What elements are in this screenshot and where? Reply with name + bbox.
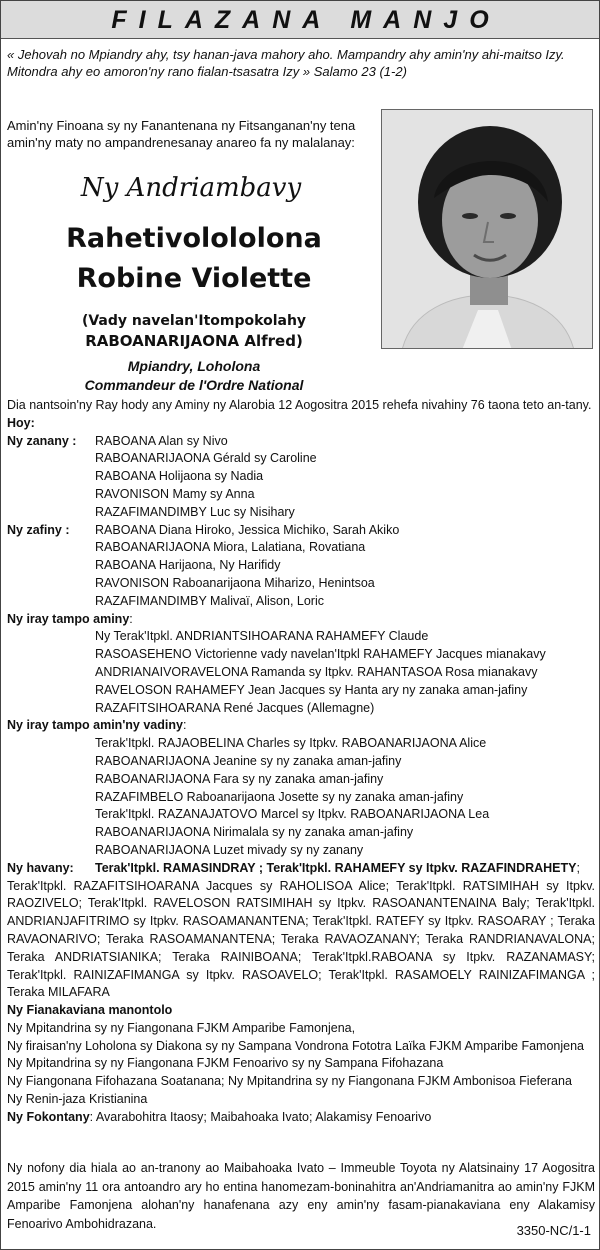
- siblings-item: Ny Terak'Itpkl. ANDRIANTSIHOARANA RAHAMEFY Claude: [95, 629, 429, 644]
- grandchildren-item: RABOANA Harijaona, Ny Harifidy: [95, 558, 281, 573]
- spouse-siblings-heading: [7, 717, 595, 735]
- deceased-name-line1: Rahetivolololona: [66, 223, 322, 254]
- relatives-section: [7, 860, 595, 1002]
- role-line2: Commandeur de l'Ordre National: [84, 377, 304, 393]
- honorific: Ny Andriambavy: [80, 173, 302, 203]
- hoy-label: Hoy:: [7, 415, 35, 430]
- children-item: RAVONISON Mamy sy Anna: [95, 486, 255, 501]
- siblings-heading: [7, 611, 595, 629]
- spouse-siblings-item: RABOANARIJAONA Fara sy ny zanaka aman-jafiny: [95, 771, 384, 786]
- relatives-line: Terak'Itpkl. RAINIZAFIMANGA sy Itpkv. RASOAVELO; Terak'Itpkl. RASAMOELY RAINIZAFIMANGA ;: [7, 967, 595, 982]
- spouse-siblings-label-suffix: :: [182, 718, 187, 733]
- siblings-item: RAZAFITSIHOARANA René Jacques (Allemagne): [95, 700, 375, 715]
- masthead: [1, 1, 599, 39]
- masthead-title: FILAZANA MANJO: [111, 6, 501, 34]
- notice-body: [7, 397, 595, 1127]
- list-item: [7, 433, 595, 451]
- fokontany-text: : Avarabohitra Itaosy; Maibahoaka Ivato; Alakamisy Fenoarivo: [89, 1109, 432, 1124]
- siblings-item: RAVELOSON RAHAMEFY Jean Jacques sy Hanta ary ny zanaka aman-jafiny: [95, 682, 528, 697]
- grandchildren-item: RABOANA Diana Hiroko, Jessica Michiko, Sarah Akiko: [95, 522, 400, 537]
- children-item: RABOANA Holijaona sy Nadia: [95, 469, 264, 484]
- list-item: [7, 522, 595, 540]
- spouse-line2: RABOANARIJAONA Alfred): [85, 332, 303, 350]
- grandchildren-item: RABOANARIJAONA Miora, Lalatiana, Rovatiana: [95, 540, 366, 555]
- relatives-line: Teraka ANDRIATSIANIKA; Teraka RAINIBOANA; Terak'Itpkl.RABOANA sy Itpkv. RAZANAMASY;: [7, 949, 595, 964]
- portrait-image-icon: [382, 110, 593, 349]
- friends-item: Ny Mpitandrina sy ny Fiangonana FJKM Amparibe Famonjena,: [7, 1020, 356, 1035]
- grandchildren-label: Ny zafiny :: [7, 522, 70, 537]
- relatives-line: RAVAONARIVO; Teraka RASOAMANANTENA; Teraka RAVAOZANANY; Teraka RANDRIANAVALONA;: [7, 931, 595, 946]
- spouse-siblings-item: RAZAFIMBELO Raboanarijaona Josette sy ny zanaka aman-jafiny: [95, 789, 464, 804]
- children-label: Ny zanany :: [7, 433, 77, 448]
- siblings-item: RASOASEHENO Victorienne vady navelan'Itpkl RAHAMEFY Jacques mianakavy: [95, 647, 546, 662]
- friends-item: Ny firaisan'ny Loholona sy Diakona sy ny Sampana Vondrona Fototra Laïka FJKM Amparibe Famonjena: [7, 1038, 585, 1053]
- siblings-label-suffix: :: [129, 611, 133, 626]
- children-section: [7, 433, 595, 522]
- spouse-siblings-item: RABOANARIJAONA Nirimalala sy ny zanaka aman-jafiny: [95, 825, 414, 840]
- spouse-siblings-label: Ny iray tampo amin'ny vadiny: [7, 718, 183, 733]
- siblings-item: ANDRIANAIVORAVELONA Ramanda sy Itpkv. RAHANTASOA Rosa mianakavy: [95, 664, 538, 679]
- grandchildren-item: RAVONISON Raboanarijaona Miharizo, Henintsoa: [95, 575, 375, 590]
- reference-code: 3350-NC/1-1: [511, 1223, 591, 1238]
- spouse-siblings-item: Terak'Itpkl. RAZANAJATOVO Marcel sy Itpkv. RABOANARIJAONA Lea: [95, 807, 490, 822]
- relatives-line: ANDRIANJAFITRIMO sy Itpkv. RASOAMANANTENA; Terak'Itpkl. RATEFY sy Itpkv. RASOARAY ; Teraka: [7, 914, 595, 929]
- friends-item: Ny Mpitandrina sy ny Fiangonana FJKM Fenoarivo sy ny Sampana Fifohazana: [7, 1056, 444, 1071]
- grandchildren-item: RAZAFIMANDIMBY Malivaï, Alison, Loric: [95, 593, 324, 608]
- list-item: Ny havany: Terak'Itpkl. RAMASINDRAY ; Terak'Itpkl. RAHAMEFY sy Itpkv. RAZAFINDRAHETY ;: [7, 860, 595, 878]
- spouse-line1: (Vady navelan'Itompokolahy: [81, 313, 307, 329]
- portrait-photo: [381, 109, 593, 349]
- deceased-name-line2: Robine Violette: [76, 263, 312, 294]
- scripture-verse: « Jehovah no Mpiandry ahy, tsy hanan-java mahory aho. Mampandry ahy amin'ny ahi-maitso Izy. Mitondra ahy eo amoron'ny rano fialan-tsasatra Izy » Salamo 23 (1-2): [7, 47, 565, 79]
- children-item: RABOANA Alan sy Nivo: [95, 433, 228, 448]
- siblings-label: Ny iray tampo aminy: [7, 611, 130, 626]
- spouse-siblings-section: [7, 717, 595, 859]
- relatives-line: RAOZIVELO; Terak'Itpkl. RAVELOSON RATSIMIHAH sy Itpkv. RASOANANTENAINA Baly; Terak'Itpkl.: [7, 896, 595, 911]
- role-line1: Mpiandry, Loholona: [127, 358, 261, 374]
- spouse-siblings-item: RABOANARIJAONA Jeanine sy ny zanaka aman-jafiny: [95, 753, 402, 768]
- spouse-siblings-item: Terak'Itpkl. RAJAOBELINA Charles sy Itpkv. RABOANARIJAONA Alice: [95, 736, 487, 751]
- friends-item: Ny Renin-jaza Kristianina: [7, 1092, 148, 1107]
- relatives-lead: Terak'Itpkl. RAMASINDRAY ; Terak'Itpkl. RAHAMEFY sy Itpkv. RAZAFINDRAHETY: [95, 860, 577, 875]
- children-item: RABOANARIJAONA Gérald sy Caroline: [95, 451, 317, 466]
- friends-section: [7, 1002, 595, 1109]
- intro-text: Amin'ny Finoana sy ny Fanantenana ny Fitsanganan'ny tena amin'ny maty no ampandrenesanay anareo fa ny malalanay:: [7, 118, 356, 150]
- friends-item: Ny Fiangonana Fifohazana Soatanana; Ny Mpitandrina sy ny Fiangonana FJKM Ambonisoa Fieferana: [7, 1074, 572, 1089]
- siblings-section: [7, 611, 595, 718]
- fokontany-line: [7, 1109, 595, 1127]
- relatives-label: Ny havany:: [7, 860, 74, 875]
- friends-label: Ny Fianakaviana manontolo: [7, 1003, 173, 1018]
- fokontany-label: Ny Fokontany: [7, 1109, 90, 1124]
- relatives-last: Teraka MILAFARA: [7, 985, 110, 1000]
- announcement-text: Dia nantsoin'ny Ray hody any Aminy ny Alarobia 12 Aogositra 2015 rehefa nivahiny 76 taona teto an-tany.: [7, 398, 592, 412]
- spouse-siblings-item: RABOANARIJAONA Luzet mivady sy ny zanany: [95, 842, 364, 857]
- closing-paragraph: Ny nofony dia hiala ao an-tranony ao Maibahoaka Ivato – Immeuble Toyota ny Alatsinainy 17 Aogositra 2015 amin'ny 11 ora antoandro ary ho entina hanomezam-boninahitra an'Andriamanitra ao amin'ny FJKM Amparibe Famonjena alohan'ny hanafenana azy eny amin'ny fasam-pianakaviana eny Alakamisy Fenoarivo Ambohidrazana.: [7, 1161, 595, 1231]
- relatives-line: Terak'Itpkl. RAZAFITSIHOARANA Jacques sy RAHOLISOA Alice; Terak'Itpkl. RATSIMIHAH sy Itpkv.: [7, 878, 595, 893]
- children-item: RAZAFIMANDIMBY Luc sy Nisihary: [95, 504, 295, 519]
- grandchildren-section: [7, 522, 595, 611]
